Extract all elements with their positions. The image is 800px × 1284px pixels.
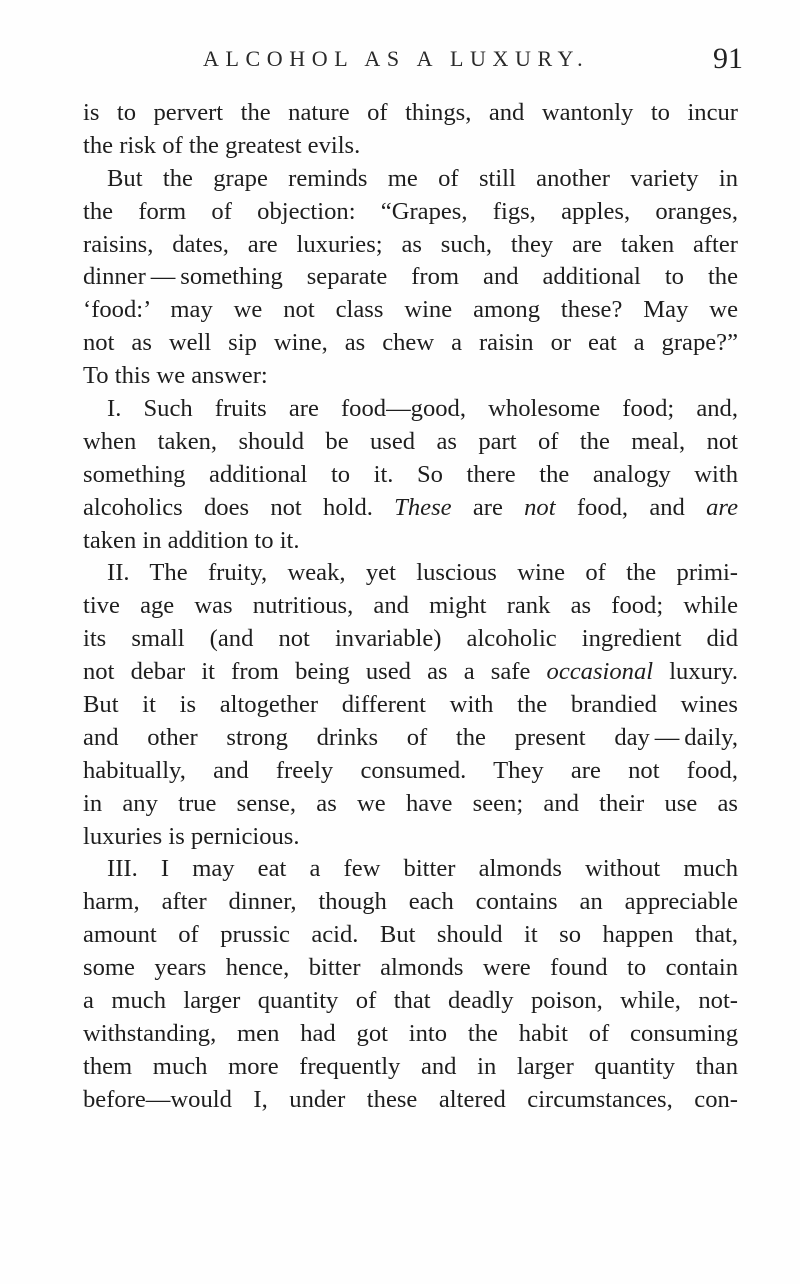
text-line [83, 853, 738, 886]
text-segment: and other strong drinks of the present day — daily, [83, 723, 738, 751]
text-line [83, 919, 738, 952]
text-line [83, 985, 738, 1018]
text-line [83, 360, 738, 393]
text-segment: habitually, and freely consumed. They are not food, [83, 756, 738, 784]
text-segment: when taken, should be used as part of the meal, not [83, 427, 738, 455]
body-text [83, 97, 738, 1117]
text-segment: amount of prussic acid. But should it so happen that, [83, 921, 738, 949]
text-segment: its small (and not invariable) alcoholic ingredient did [83, 625, 738, 653]
text-segment: the risk of the greatest evils. [83, 131, 361, 159]
text-line [83, 426, 738, 459]
text-line [83, 130, 738, 163]
text-line [83, 492, 738, 525]
running-head [203, 42, 743, 82]
text-segment: luxury. [653, 658, 738, 686]
text-line [83, 656, 738, 689]
text-line [83, 788, 738, 821]
text-segment: before—would I, under these altered circumstances, con- [83, 1085, 738, 1113]
text-segment: in any true sense, as we have seen; and their use as [83, 789, 738, 817]
text-segment: luxuries is pernicious. [83, 822, 300, 850]
text-segment: not debar it from being used as a safe [83, 658, 547, 686]
italic-text: occasional [546, 658, 654, 686]
text-line [83, 557, 738, 590]
italic-text: not [524, 493, 556, 521]
text-line [83, 459, 738, 492]
text-segment: harm, after dinner, though each contains an appreciable [83, 888, 738, 916]
text-line [83, 1051, 738, 1084]
text-segment: are [451, 493, 525, 521]
italic-text: These [394, 493, 452, 521]
text-line [83, 327, 738, 360]
text-segment: is to pervert the nature of things, and wantonly to incur [83, 99, 738, 126]
text-segment: I. Such fruits are food—good, wholesome food; and, [107, 395, 738, 423]
text-line [83, 590, 738, 623]
text-segment: II. The fruity, weak, yet luscious wine of the primi- [107, 559, 738, 587]
text-segment: But it is altogether different with the brandied wines [83, 691, 738, 719]
text-line [83, 755, 738, 788]
text-segment: some years hence, bitter almonds were found to contain [83, 954, 738, 982]
text-line [83, 689, 738, 722]
text-segment: taken in addition to it. [83, 526, 300, 554]
text-segment: the form of objection: “Grapes, figs, apples, oranges, [83, 197, 738, 225]
text-line [83, 952, 738, 985]
text-line [83, 294, 738, 327]
text-line [83, 1018, 738, 1051]
page-number: 91 [713, 42, 743, 75]
text-line [83, 525, 738, 558]
text-line [83, 821, 738, 854]
text-line [83, 722, 738, 755]
text-segment: them much more frequently and in larger quantity than [83, 1052, 738, 1080]
text-line [83, 97, 738, 130]
text-line [83, 1084, 738, 1117]
text-line [83, 886, 738, 919]
text-segment: III. I may eat a few bitter almonds without much [107, 855, 738, 883]
text-line [83, 196, 738, 229]
text-segment: raisins, dates, are luxuries; as such, they are taken after [83, 230, 738, 258]
text-segment: ‘food:’ may we not class wine among these? May we [83, 296, 738, 324]
text-line [83, 261, 738, 294]
text-line [83, 229, 738, 262]
text-segment: dinner — something separate from and additional to the [83, 263, 738, 291]
text-segment: food, and [555, 493, 707, 521]
text-segment: tive age was nutritious, and might rank as food; while [83, 592, 738, 620]
text-segment: not as well sip wine, as chew a raisin or eat a grape?” [83, 329, 738, 357]
text-line [83, 623, 738, 656]
text-segment: To this we answer: [83, 362, 268, 390]
text-segment: something additional to it. So there the analogy with [83, 460, 738, 488]
italic-text: are [706, 493, 738, 521]
text-segment: a much larger quantity of that deadly poison, while, not- [83, 987, 738, 1015]
text-segment: withstanding, men had got into the habit of consuming [83, 1019, 738, 1047]
running-title: ALCOHOL AS A LUXURY. [203, 46, 590, 71]
text-line [83, 393, 738, 426]
text-segment: alcoholics does not hold. [83, 493, 395, 521]
text-segment: But the grape reminds me of still another variety in [107, 164, 738, 192]
text-line [83, 163, 738, 196]
